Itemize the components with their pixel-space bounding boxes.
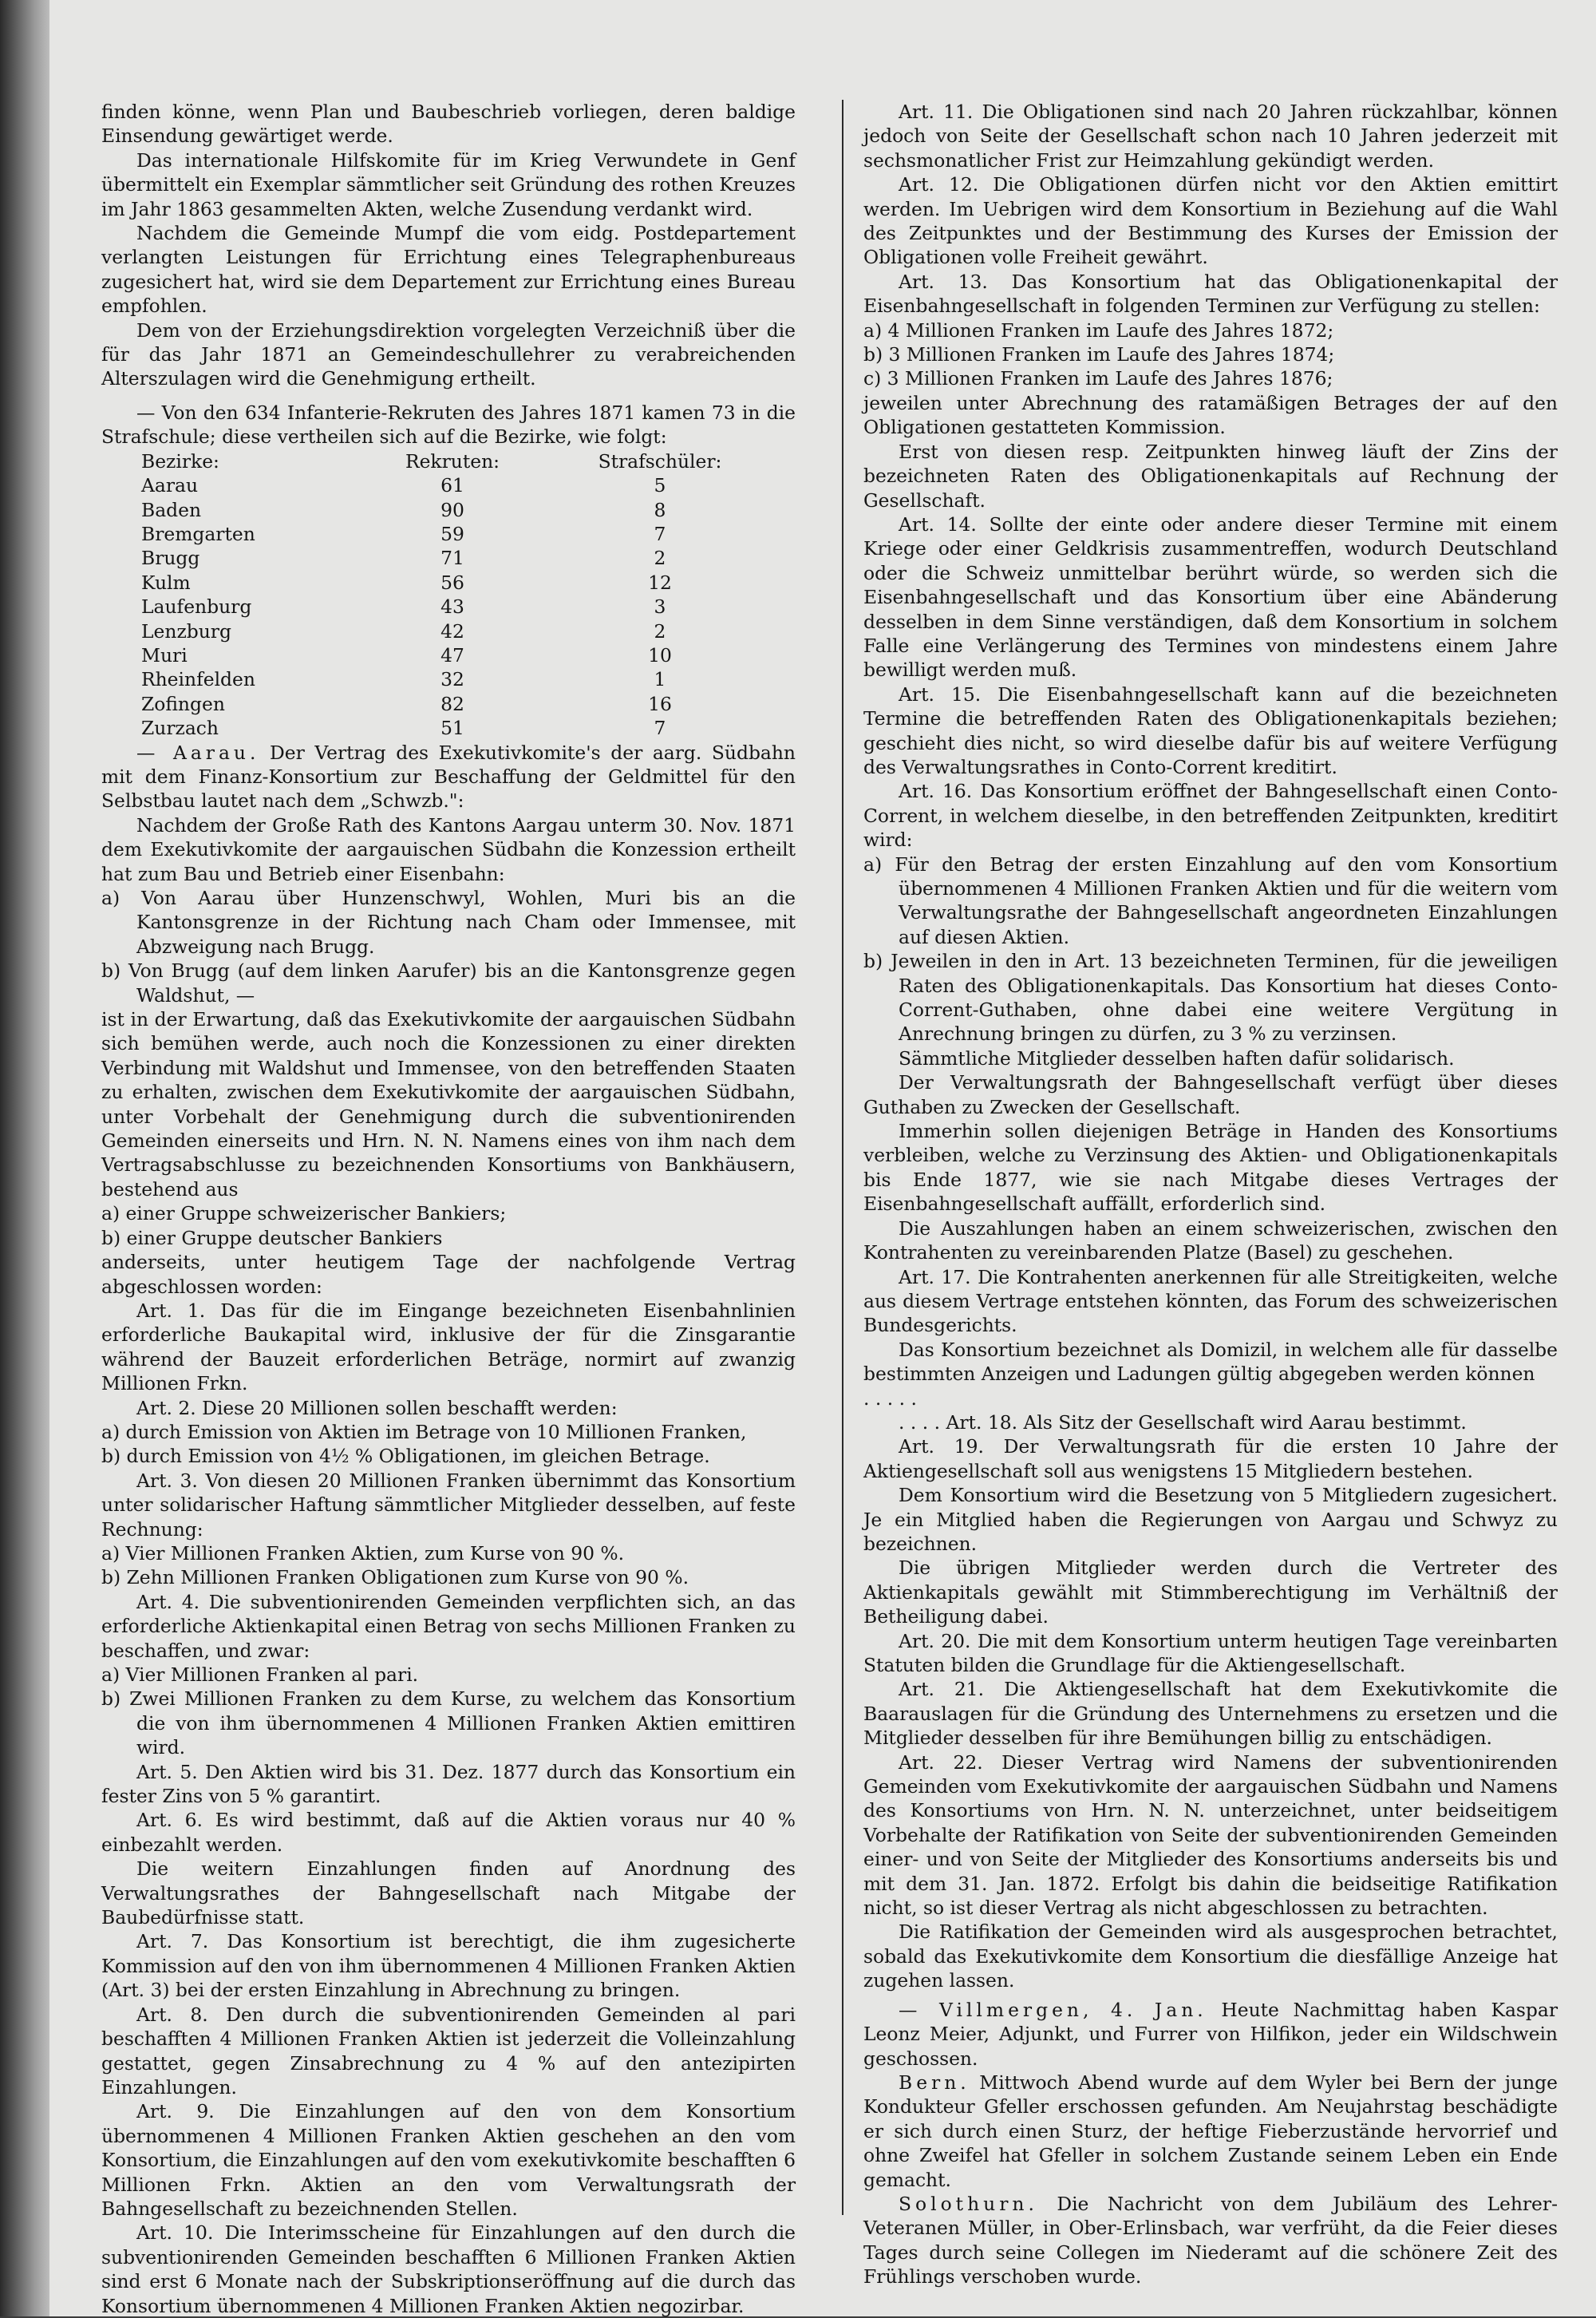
table-cell: Brugg	[141, 547, 200, 570]
paragraph: Die weitern Einzahlungen finden auf Anordnung des Verwaltungsrathes der Bahngesellschaft nach Mitgabe der Baubedürfnisse statt.	[101, 1857, 796, 1929]
paragraph: Die übrigen Mitglieder werden durch die Vertreter des Aktienkapitals gewählt mit Stimmberechtigung im Verhältniß der Betheiligung dabei.	[863, 1557, 1558, 1628]
list-item: c) 3 Millionen Franken im Laufe des Jahres 1876;	[863, 367, 1333, 390]
article-18: . . . . Art. 18. Als Sitz der Gesellschaft wird Aarau bestimmt.	[899, 1410, 1467, 1434]
table-cell: Lenzburg	[141, 619, 231, 643]
list-item: b) Jeweilen in den in Art. 13 bezeichneten Terminen, für die jeweiligen Raten des Obligationenkapitals. Das Konsortium hat dieses Conto-Corrent-Guthaben, ohne dabei eine weitere Vergütung in Anrechnung bringen zu dürfen, zu 3 % zu verzinsen.	[863, 950, 1558, 1046]
table-row	[141, 595, 764, 619]
table-cell: 61	[440, 474, 464, 497]
scan-binding-edge	[0, 0, 49, 2316]
table-cell: 2	[654, 547, 666, 570]
column-divider	[842, 100, 843, 2215]
newspaper-page	[49, 0, 1596, 2316]
paragraph: Nachdem der Große Rath des Kantons Aargau unterm 30. Nov. 1871 dem Exekutivkomite der aargauischen Südbahn die Konzession ertheilt hat zum Bau und Betrieb einer Eisenbahn:	[101, 813, 796, 885]
paragraph: Sämmtliche Mitglieder desselben haften dafür solidarisch.	[899, 1046, 1455, 1070]
article-1: Art. 1. Das für die im Eingange bezeichneten Eisenbahnlinien erforderliche Baukapital wird, inklusive der für die Zinsgarantie während der Bauzeit erforderlichen Beträge, normirt auf zwanzig Millionen Frkn.	[101, 1299, 796, 1395]
news-item-solothurn	[863, 2192, 1558, 2289]
list-item: a) 4 Millionen Franken im Laufe des Jahres 1872;	[863, 318, 1334, 342]
list-item: a) Vier Millionen Franken Aktien, zum Kurse von 90 %.	[101, 1541, 625, 1564]
dateline: Bern.	[899, 2071, 970, 2094]
list-item: b) Zehn Millionen Franken Obligationen zum Kurse von 90 %.	[101, 1566, 689, 1589]
article-8: Art. 8. Den durch die subventionirenden Gemeinden al pari beschafften 4 Millionen Franken Aktien ist jederzeit die Volleinzahlung gestattet, gegen Zinsabrechnung zu 4 % auf den antezipirten Einzahlungen.	[101, 2003, 796, 2098]
table-cell: 16	[648, 692, 672, 715]
list-item: b) 3 Millionen Franken im Laufe des Jahres 1874;	[863, 343, 1335, 366]
paragraph: Erst von diesen resp. Zeitpunkten hinweg läuft der Zins der bezeichneten Raten des Obligationenkapitals auf Rechnung der Gesellschaft.	[863, 440, 1558, 512]
article-19: Art. 19. Der Verwaltungsrath für die ersten 10 Jahre der Aktiengesellschaft soll aus wenigstens 15 Mitgliedern bestehen.	[863, 1435, 1558, 1482]
table-cell: 7	[654, 717, 666, 740]
list-item: b) Zwei Millionen Franken zu dem Kurse, zu welchem das Konsortium die von ihm übernommenen 4 Millionen Franken Aktien emittiren wird.	[101, 1687, 796, 1759]
table-header: Bezirke:	[141, 449, 219, 473]
table-cell: 32	[440, 668, 464, 691]
table-cell: 3	[654, 595, 666, 619]
table-row	[141, 498, 764, 522]
table-cell: 8	[654, 498, 666, 521]
list-item: a) Von Aarau über Hunzenschwyl, Wohlen, Muri bis an die Kantonsgrenze in der Richtung nach Cham oder Immensee, mit Abzweigung nach Brugg.	[101, 887, 796, 958]
recruits-table	[141, 449, 764, 741]
list-item: a) einer Gruppe schweizerischer Bankiers;	[101, 1202, 507, 1225]
table-cell: Rheinfelden	[141, 668, 255, 691]
table-row	[141, 546, 764, 570]
table-row	[141, 692, 764, 716]
page-content	[101, 100, 1562, 2317]
paragraph: anderseits, unter heutigem Tage der nachfolgende Vertrag abgeschlossen worden:	[101, 1251, 796, 1298]
table-cell: 56	[440, 571, 464, 594]
article-2: Art. 2. Diese 20 Millionen sollen beschafft werden:	[136, 1396, 618, 1419]
list-item: b) einer Gruppe deutscher Bankiers	[101, 1226, 443, 1249]
paragraph: jeweilen unter Abrechnung des ratamäßigen Betrages der auf den Obligationen gestatteten Kommission.	[863, 391, 1558, 439]
article-14: Art. 14. Sollte der einte oder andere dieser Termine mit einem Kriege oder einer Geldkrisis zusammentreffen, wodurch Deutschland oder die Schweiz unmittelbar berührt würde, so werden sich die Eisenbahngesellschaft und das Konsortium über eine Abänderung desselben in dem Sinne verständigen, daß dem Konsortium in solchem Falle eine Verlängerung des Termines von mindestens einem Jahre bewilligt werden muß.	[863, 512, 1558, 682]
article-17: Art. 17. Die Kontrahenten anerkennen für alle Streitigkeiten, welche aus diesem Vertrage entstehen könnten, das Forum des schweizerischen Bundesgerichts.	[863, 1265, 1558, 1337]
table-cell: Laufenburg	[141, 595, 252, 619]
table-row	[141, 643, 764, 667]
paragraph: Der Verwaltungsrath der Bahngesellschaft verfügt über dieses Guthaben zu Zwecken der Gesellschaft.	[863, 1071, 1558, 1118]
table-cell: 42	[440, 619, 464, 643]
table-cell: 5	[654, 474, 666, 497]
table-cell: 51	[440, 717, 464, 740]
paragraph: Die Auszahlungen haben an einem schweizerischen, zwischen den Kontrahenten zu vereinbarenden Platze (Basel) zu geschehen.	[863, 1216, 1558, 1264]
table-cell: 47	[440, 643, 464, 667]
table-cell: Aarau	[141, 474, 199, 497]
paragraph: ist in der Erwartung, daß das Exekutivkomite der aargauischen Südbahn sich bemühen werde, auch noch die Konzessionen zu einer direkten Verbindung mit Waldshut und Immensee, von den betreffenden Staaten zu erhalten, zwischen dem Exekutivkomite der aargauischen Südbahn, unter Vorbehalt der Genehmigung durch die subventionirenden Gemeinden einerseits und Hrn. N. N. Namens eines von ihm nach dem Vertragsabschlusse zu bezeichnenden Konsortiums von Bankhäusern, bestehend aus	[101, 1008, 796, 1201]
article-text: Der Vertrag des Exekutivkomite's der aarg. Südbahn mit dem Finanz-Konsortium zur Beschaffung der Geldmittel für den Selbstbau lautet nach dem „Schwzb.":	[101, 741, 796, 813]
table-cell: 59	[440, 522, 464, 545]
article-22: Art. 22. Dieser Vertrag wird Namens der subventionirenden Gemeinden vom Exekutivkomite der aargauischen Südbahn und Namens des Konsortiums von Hrn. N. N. unterzeichnet, unter beidseitigem Vorbehalte der Ratifikation von Seite der subventionirenden Gemeinden einer- und von Seite der Mitglieder des Konsortiums anderseits bis und mit dem 31. Jan. 1872. Erfolgt bis dahin die beidseitige Ratifikation nicht, so ist dieser Vertrag als nicht abgeschlossen zu betrachten.	[863, 1750, 1558, 1920]
left-column	[101, 100, 796, 2318]
table-header-row	[141, 449, 764, 473]
paragraph: Das internationale Hilfskomite für im Krieg Verwundete in Genf übermittelt ein Exemplar sämmtlicher seit Gründung des rothen Kreuzes im Jahr 1863 gesammelten Akten, welche Zusendung verdankt wird.	[101, 148, 796, 220]
table-cell: 7	[654, 522, 666, 545]
table-header: Strafschüler:	[598, 449, 722, 473]
article-20: Art. 20. Die mit dem Konsortium unterm heutigen Tage vereinbarten Statuten bilden die Grundlage für die Aktiengesellschaft.	[863, 1629, 1558, 1676]
paragraph: finden könne, wenn Plan und Baubeschrieb vorliegen, deren baldige Einsendung gewärtiget werde.	[101, 101, 796, 148]
article-16: Art. 16. Das Konsortium eröffnet der Bahngesellschaft einen Conto-Corrent, in welchem dieselbe, in den betreffenden Zeitpunkten, kreditirt wird:	[863, 780, 1558, 852]
article-21: Art. 21. Die Aktiengesellschaft hat dem Exekutivkomite die Baarauslagen für die Gründung des Unternehmens zu ersetzen und die Mitglieder desselben für ihre Bemühungen billig zu entschädigen.	[863, 1678, 1558, 1750]
table-cell: 2	[654, 619, 666, 643]
table-cell: 71	[440, 547, 464, 570]
article-paragraph	[101, 741, 796, 813]
list-item: a) Für den Betrag der ersten Einzahlung auf den vom Konsortium übernommenen 4 Millionen Franken Aktien und für die weitern vom Verwaltungsrathe der Bahngesellschaft angeordneten Einzahlungen auf diesen Aktien.	[863, 852, 1558, 948]
news-item-bern	[863, 2071, 1558, 2192]
table-header: Rekruten:	[405, 449, 500, 473]
paragraph: Die Ratifikation der Gemeinden wird als ausgesprochen betrachtet, sobald das Exekutivkomite dem Konsortium die diesfällige Anzeige hat zugehen lassen.	[863, 1920, 1558, 1992]
table-row	[141, 473, 764, 497]
article-6: Art. 6. Es wird bestimmt, daß auf die Aktien voraus nur 40 % einbezahlt werden.	[101, 1809, 796, 1856]
article-11: Art. 11. Die Obligationen sind nach 20 Jahren rückzahlbar, können jedoch von Seite der Gesellschaft schon nach 10 Jahren jederzeit mit sechsmonatlicher Frist zur Heimzahlung gekündigt werden.	[863, 101, 1558, 172]
article-5: Art. 5. Den Aktien wird bis 31. Dez. 1877 durch das Konsortium ein fester Zins von 5 % garantirt.	[101, 1760, 796, 1808]
article-7: Art. 7. Das Konsortium ist berechtigt, die ihm zugesicherte Kommission auf den von ihm übernommenen 4 Millionen Franken Aktien (Art. 3) bei der ersten Einzahlung in Abrechnung zu bringen.	[101, 1930, 796, 2002]
table-row	[141, 667, 764, 691]
list-item: a) durch Emission von Aktien im Betrage von 10 Millionen Franken,	[101, 1420, 747, 1443]
news-text: Mittwoch Abend wurde auf dem Wyler bei Bern der junge Kondukteur Gfeller erschossen gefunden. Am Neujahrstag beschädigte er sich durch einen Sturz, der heftige Fieberzustände hervorrief und ohne Zweifel hat Gfeller in solchem Zustande seinem Leben ein Ende gemacht.	[863, 2071, 1558, 2191]
article-10: Art. 10. Die Interimsscheine für Einzahlungen auf den durch die subventionirenden Gemeinden beschafften 6 Millionen Franken Aktien sind erst 6 Monate nach der Subskriptionseröffnung auf die durch das Konsortium übernommenen 4 Millionen Franken Aktien negozirbar.	[101, 2221, 796, 2317]
table-cell: Baden	[141, 498, 202, 521]
table-cell: Muri	[141, 643, 188, 667]
dateline: Solothurn.	[899, 2192, 1038, 2215]
table-cell: 82	[440, 692, 464, 715]
article-13: Art. 13. Das Konsortium hat das Obligationenkapital der Eisenbahngesellschaft in folgenden Terminen zur Verfügung zu stellen:	[863, 270, 1558, 318]
paragraph: Dem von der Erziehungsdirektion vorgelegten Verzeichniß über die für das Jahr 1871 an Gemeindeschullehrer zu verabreichenden Alterszulagen wird die Genehmigung ertheilt.	[101, 318, 796, 390]
right-column	[863, 100, 1558, 2289]
article-4: Art. 4. Die subventionirenden Gemeinden verpflichten sich, an das erforderliche Aktienkapital einen Betrag von sechs Millionen Franken zu beschaffen, und zwar:	[101, 1590, 796, 1662]
table-row	[141, 716, 764, 740]
paragraph: Dem Konsortium wird die Besetzung von 5 Mitgliedern zugesichert. Je ein Mitglied haben die Regierungen von Aargau und Schwyz zu bezeichnen.	[863, 1484, 1558, 1555]
table-cell: 43	[440, 595, 464, 619]
table-cell: Bremgarten	[141, 522, 255, 545]
table-cell: 90	[440, 498, 464, 521]
list-item: b) durch Emission von 4½ % Obligationen, im gleichen Betrage.	[101, 1445, 710, 1468]
ellipsis: . . . . .	[863, 1386, 917, 1410]
article-9: Art. 9. Die Einzahlungen auf den von dem Konsortium übernommenen 4 Millionen Franken Aktien geschehen an den vom Konsortium, die Einzahlungen auf den vom exekutivkomite beschafften 6 Millionen Frkn. Aktien an den vom Verwaltungsrath der Bahngesellschaft zu bezeichnenden Stellen.	[101, 2100, 796, 2220]
news-item-villmergen	[863, 1998, 1558, 2071]
table-row	[141, 619, 764, 643]
table-cell: Zurzach	[141, 717, 219, 740]
dateline: — Villmergen, 4. Jan.	[899, 1998, 1207, 2021]
paragraph: Immerhin sollen diejenigen Beträge in Handen des Konsortiums verbleiben, welche zu Verzinsung des Aktien- und Obligationenkapitals bis Ende 1877, wie sie nach Mitgabe dieses Vertrages der Eisenbahngesellschaft auffällt, erforderlich sind.	[863, 1120, 1558, 1216]
table-row	[141, 522, 764, 546]
news-text: Die Nachricht von dem Jubiläum des Lehrer-Veteranen Müller, in Ober-Erlinsbach, war verfrüht, da die Feier dieses Tages durch seine Collegen im Niederamt auf die schönere Zeit des Frühlings verschoben wurde.	[863, 2192, 1558, 2288]
paragraph: Nachdem die Gemeinde Mumpf die vom eidg. Postdepartement verlangten Leistungen für Errichtung eines Telegraphenbureaus zugesichert hat, wird sie dem Departement zur Errichtung eines Bureau empfohlen.	[101, 222, 796, 318]
dateline: — Aarau.	[136, 741, 260, 764]
table-row	[141, 571, 764, 595]
table-cell: 1	[654, 668, 666, 691]
list-item: a) Vier Millionen Franken al pari.	[101, 1663, 419, 1686]
table-cell: Kulm	[141, 571, 191, 594]
paragraph: Das Konsortium bezeichnet als Domizil, in welchem alle für dasselbe bestimmten Anzeigen und Ladungen gültig abgegeben werden können	[863, 1338, 1558, 1386]
article-12: Art. 12. Die Obligationen dürfen nicht vor den Aktien emittirt werden. Im Uebrigen wird dem Konsortium in Beziehung auf die Wahl des Zeitpunktes und der Bestimmung des Kurses der Emission der Obligationen volle Freiheit gewährt.	[863, 173, 1558, 269]
table-cell: 10	[648, 643, 672, 667]
article-15: Art. 15. Die Eisenbahngesellschaft kann auf die bezeichneten Termine die betreffenden Raten des Obligationenkapitals beziehen; geschieht dies nicht, so wird dieselbe dafür bis auf weitere Verfügung des Verwaltungsrathes in Conto-Corrent kreditirt.	[863, 682, 1558, 778]
table-cell: Zofingen	[141, 692, 225, 715]
news-text: Heute Nachmittag haben Kaspar Leonz Meier, Adjunkt, und Furrer von Hilfikon, jeder ein Wildschwein geschossen.	[863, 1998, 1558, 2070]
list-item: b) Von Brugg (auf dem linken Aarufer) bis an die Kantonsgrenze gegen Waldshut, —	[101, 959, 796, 1007]
table-cell: 12	[648, 571, 672, 594]
article-3: Art. 3. Von diesen 20 Millionen Franken übernimmt das Konsortium unter solidarischer Haftung sämmtlicher Mitglieder desselben, auf feste Rechnung:	[101, 1469, 796, 1541]
recruits-intro: — Von den 634 Infanterie-Rekruten des Jahres 1871 kamen 73 in die Strafschule; diese vertheilen sich auf die Bezirke, wie folgt:	[101, 401, 796, 449]
